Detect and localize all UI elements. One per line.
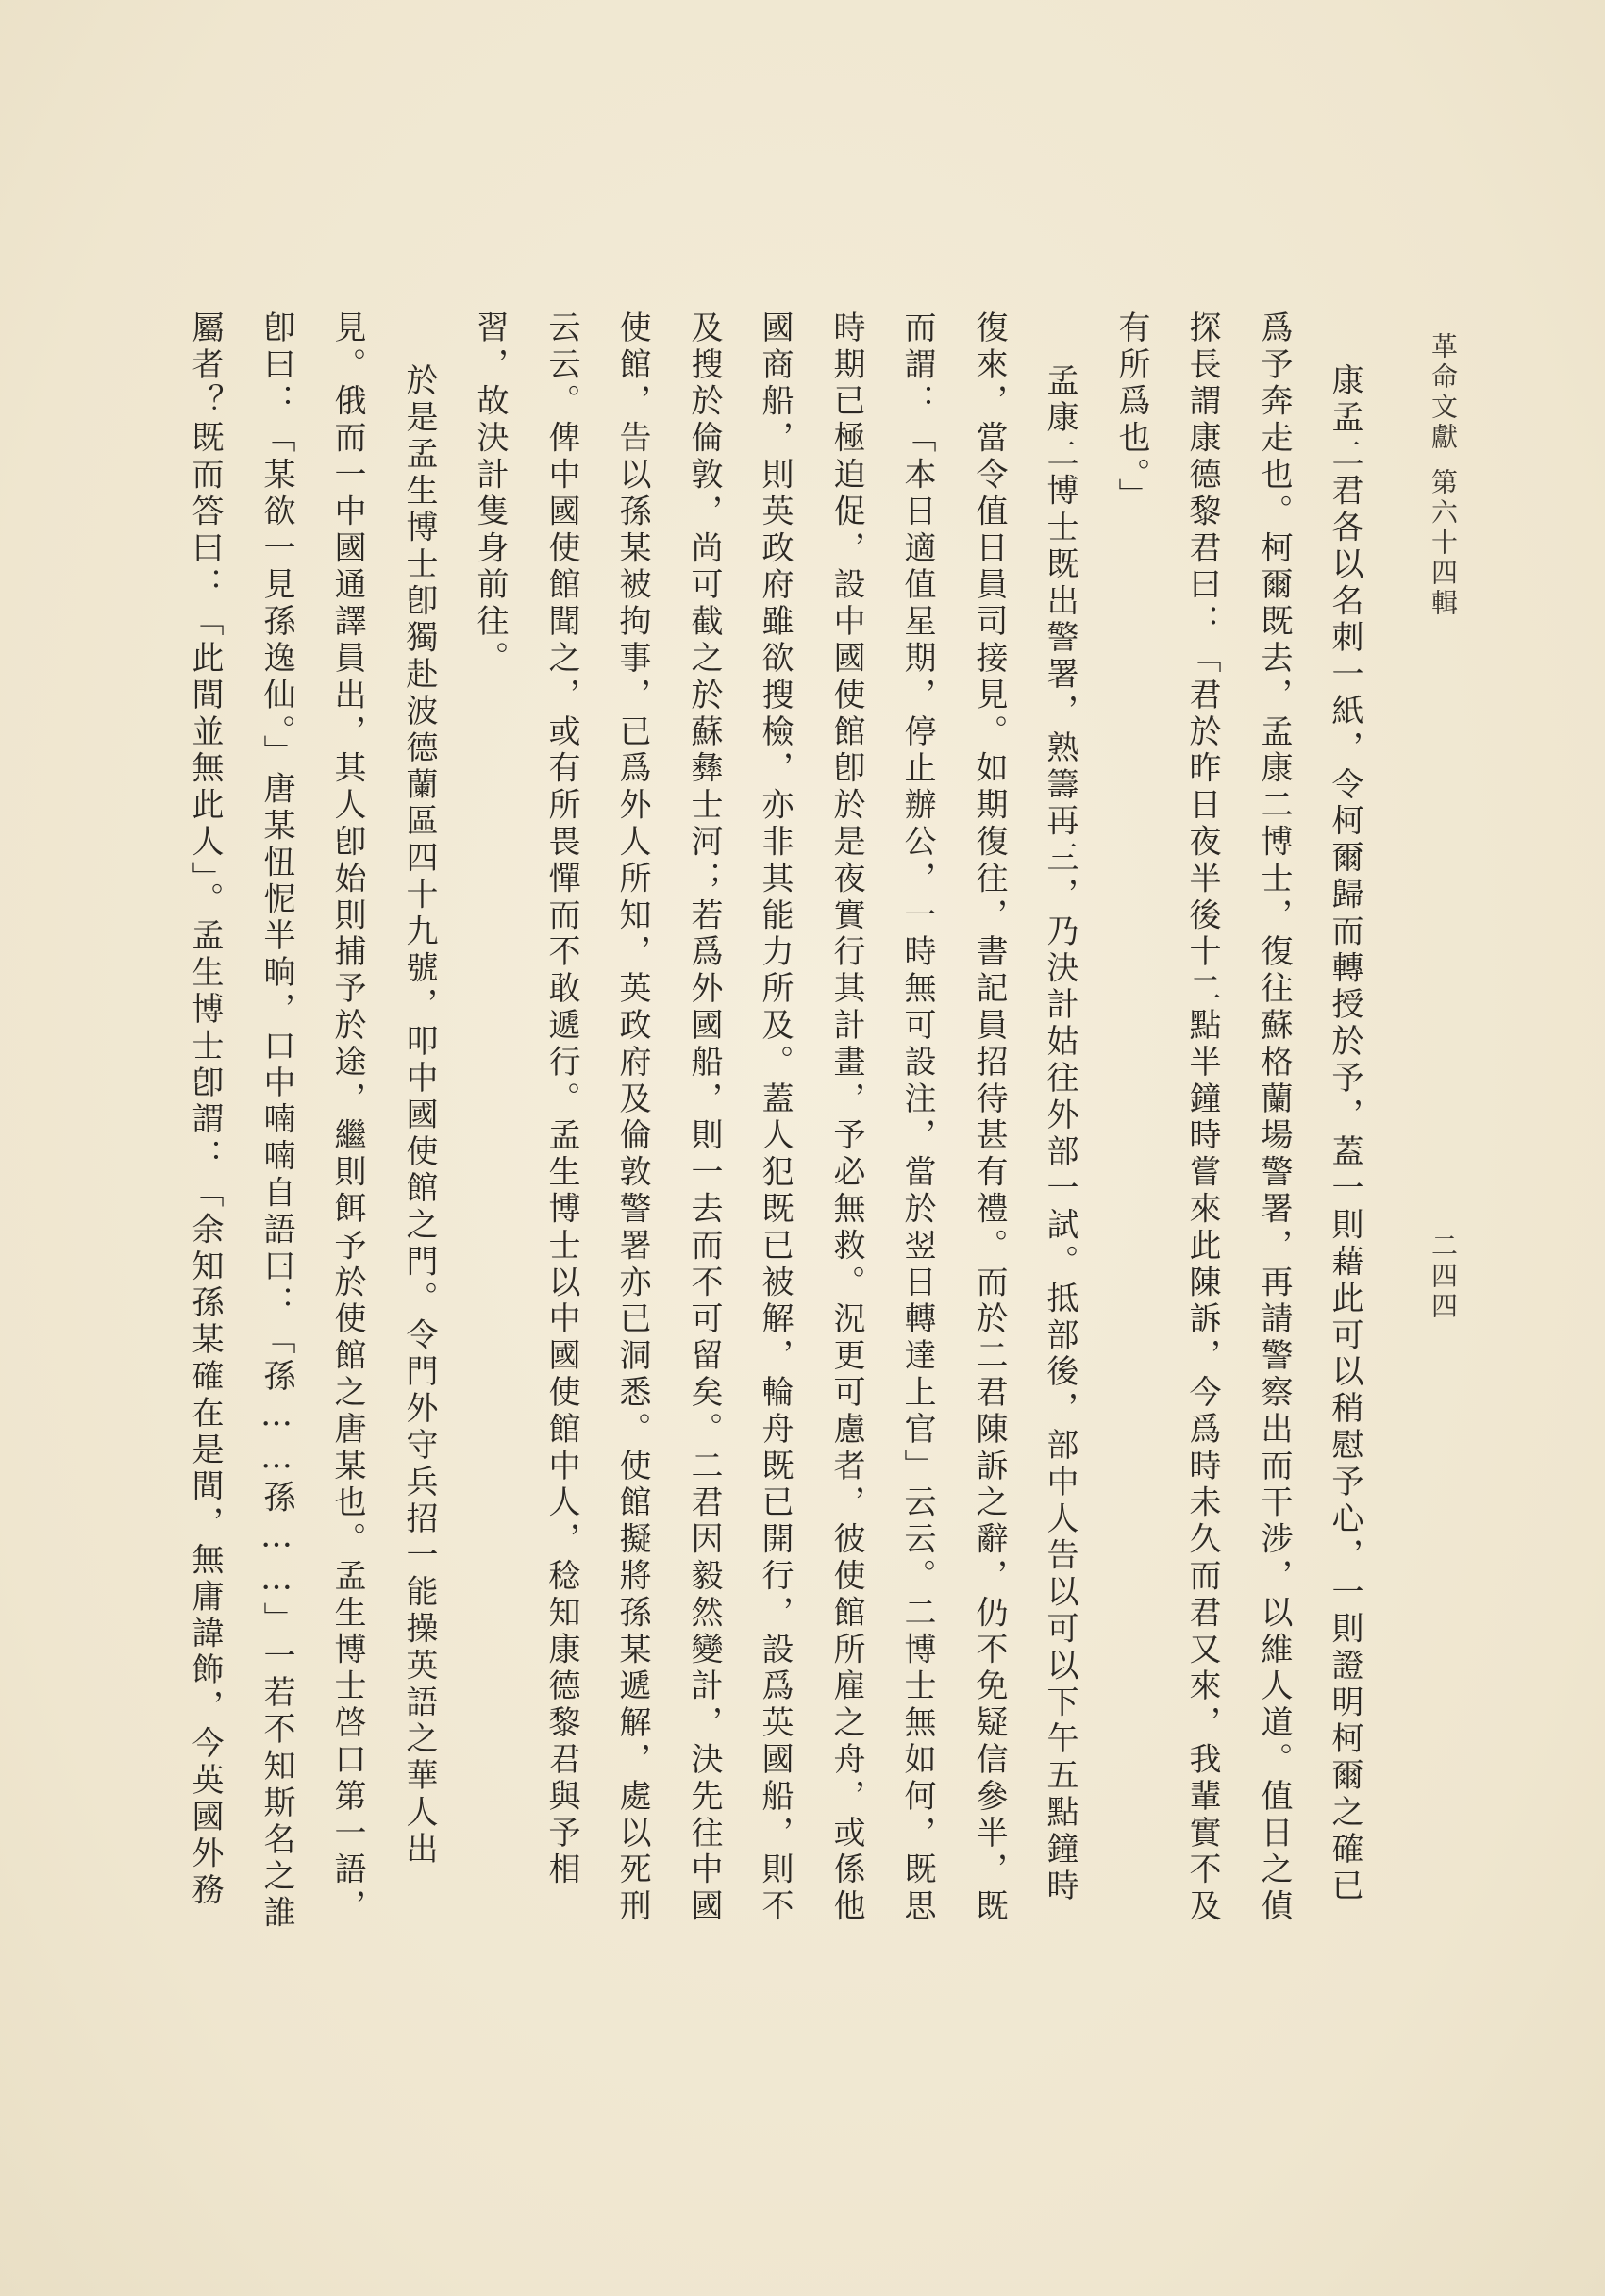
text-column: 使館，告以孫某被拘事，已爲外人所知，英政府及倫敦警署亦已洞悉。使館擬將孫某遞解，處以死刑 [613,310,651,1926]
text-column: 孟康二博士既出警署，熟籌再三，乃決計姑往外部一試。抵部後，部中人告以可以下午五點鐘時 [1041,363,1078,1905]
running-header [1427,332,1459,619]
text-column: 有所爲也。」 [1112,310,1150,515]
text-column: 爲予奔走也。柯爾既去，孟康二博士，復往蘇格蘭場警署，再請警察出而干涉，以維人道。值日之偵 [1255,310,1293,1926]
text-column: 云云。俾中國使館聞之，或有所畏憚而不敢遞行。孟生博士以中國使館中人，稔知康德黎君與予相 [543,310,580,1889]
text-column: 見。俄而一中國通譯員出，其人卽始則捕予於途，繼則餌予於使館之唐某也。孟生博士啓口第一語， [328,310,366,1926]
text-column: 卽曰：「某欲一見孫逸仙。」唐某忸怩半晌，口中喃喃自語曰：「孫……孫……」一若不知斯名之誰 [258,310,295,1933]
text-column: 於是孟生博士卽獨赴波德蘭區四十九號，叩中國使館之門。令門外守兵招一能操英語之華人出 [400,363,438,1869]
text-column: 而謂：「本日適值星期，停止辦公，一時無可設注，當於翌日轉達上官」云云。二博士無如何，既思 [898,310,936,1926]
text-column: 國商船，則英政府雖欲搜檢，亦非其能力所及。蓋人犯既已被解，輪舟既已開行，設爲英國船，則不 [756,310,794,1926]
text-column: 復來，當令值日員司接見。如期復往，書記員招待甚有禮。而於二君陳訴之辭，仍不免疑信參半，既 [970,310,1008,1926]
page-number: 二四四 [1428,1232,1459,1322]
text-column: 屬者？既而答曰：「此間並無此人」。孟生博士卽謂：「余知孫某確在是間，無庸諱飾，今英國外務 [186,310,224,1910]
text-column: 習，故決計隻身前往。 [471,310,509,678]
text-column: 探長謂康德黎君曰：「君於昨日夜半後十二點半鐘時嘗來此陳訴，今爲時未久而君又來，我輩實不及 [1183,310,1221,1926]
volume-number: 第六十四輯 [1428,468,1459,619]
book-title: 革命文獻 [1428,332,1459,453]
text-column: 時期已極迫促，設中國使館卽於是夜實行其計畫，予必無救。況更可慮者，彼使館所雇之舟，或係他 [828,310,865,1926]
text-column: 及搜於倫敦，尚可截之於蘇彝士河；若爲外國船，則一去而不可留矣。二君因毅然變計，決先往中國 [685,310,723,1926]
text-column: 康孟二君各以名刺一紙，令柯爾歸而轉授於予，蓋一則藉此可以稍慰予心，一則證明柯爾之確已 [1326,363,1363,1905]
